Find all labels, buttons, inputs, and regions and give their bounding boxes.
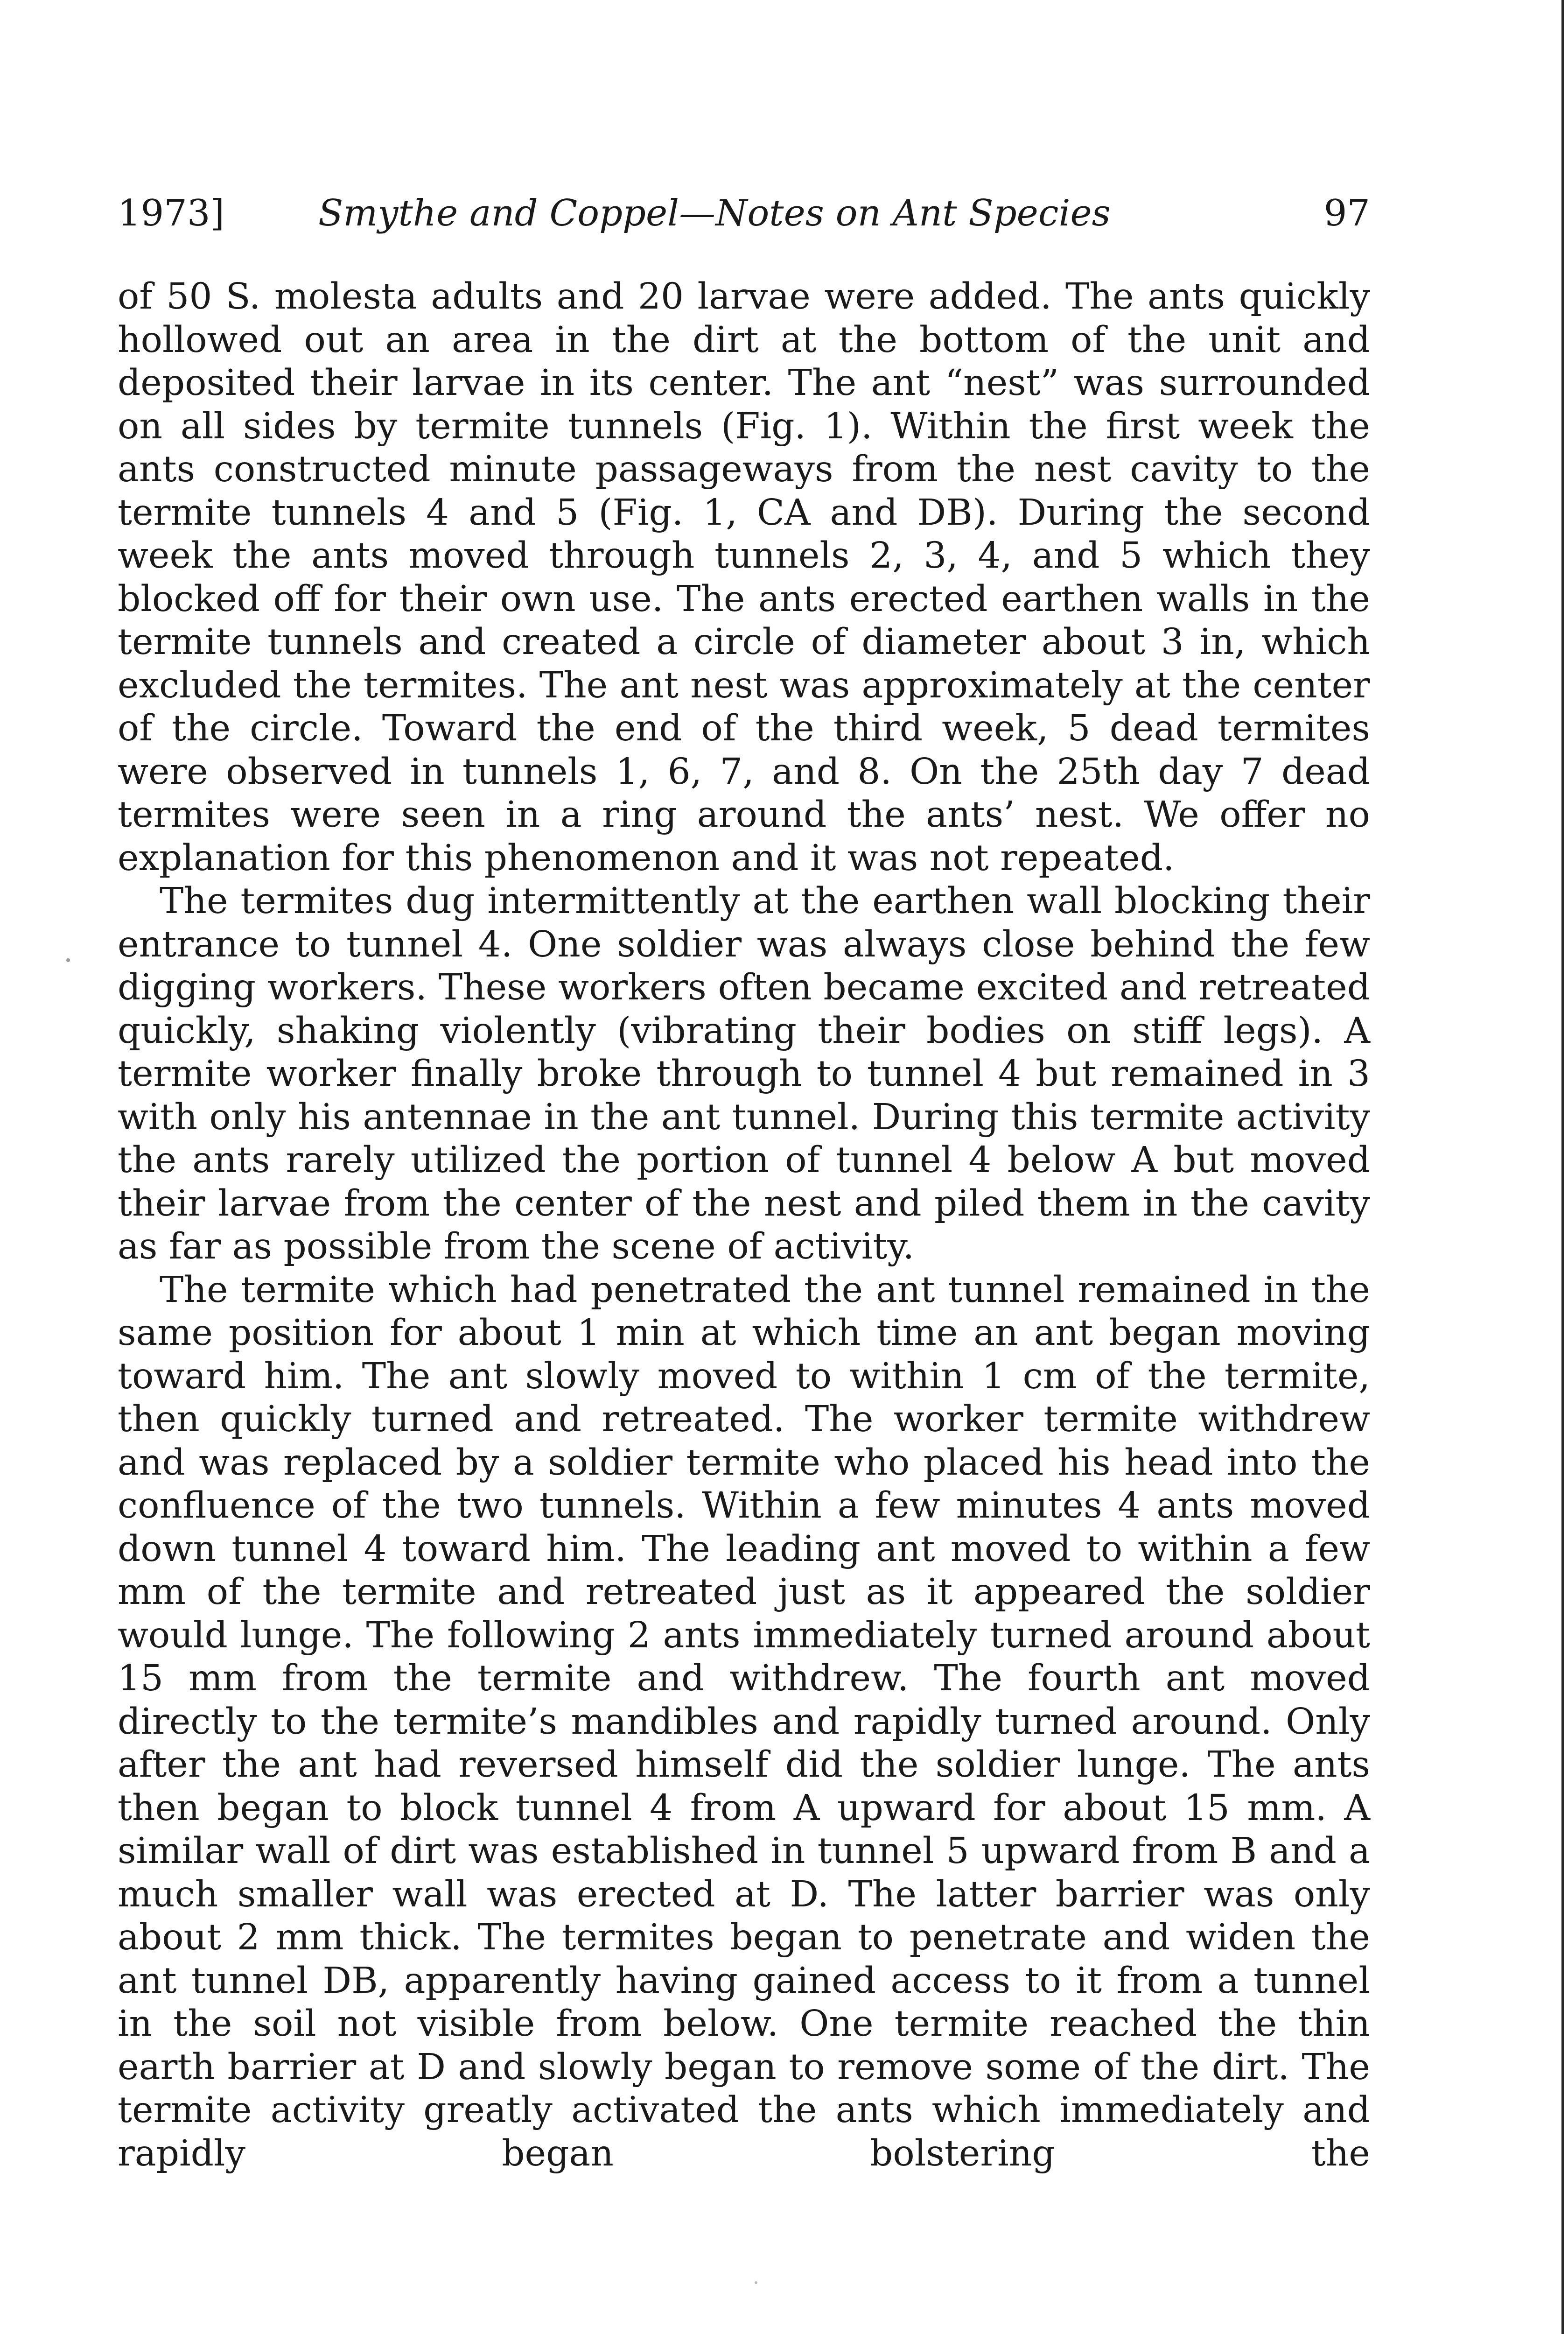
paragraph-3: The termite which had penetrated the ant tunnel remained in the same position for about 1 min at which time an ant began moving toward him. The ant slowly moved to within 1 cm of the termite, then quickly turned and retreated. The worker termite withdrew and was replaced by a soldier termite who placed his head into the confluence of the two tunnels. Within a few minutes 4 ants moved down tunnel 4 toward him. The leading ant moved to within a few mm of the termite and retreated just as it appeared the soldier would lunge. The following 2 ants immediately turned around about 15 mm from the termite and withdrew. The fourth ant moved directly to the termite’s mandibles and rapidly turned around. Only after the ant had reversed himself did the soldier lunge. The ants then began to block tunnel 4 from A upward for about 15 mm. A similar wall of dirt was established in tunnel 5 upward from B and a much smaller wall was erected at D. The latter barrier was only about 2 mm thick. The termites began to penetrate and widen the ant tunnel DB, apparently having gained access to it from a tunnel in the soil not visible from below. One termite reached the thin earth barrier at D and slowly began to remove some of the dirt. The termite activity greatly activated the ants which immediately and rapidly began bolstering the xyxy=(118,1269,1370,2174)
running-title: Smythe and Coppel—Notes on Ant Species xyxy=(318,192,1111,234)
page-number: 97 xyxy=(1323,192,1370,234)
volume-year: 1973] xyxy=(118,192,224,234)
paragraph-1: of 50 S. molesta adults and 20 larvae were added. The ants quickly hollowed out an area in the dirt at the bottom of the unit and deposited their larvae in its center. The ant “nest” was surrounded on all sides by termite tunnels (Fig. 1). Within the first week the ants constructed minute passageways from the nest cavity to the termite tunnels 4 and 5 (Fig. 1, CA and DB). During the second week the ants moved through tunnels 2, 3, 4, and 5 which they blocked off for their own use. The ants erected earthen walls in the termite tunnels and created a circle of diameter about 3 in, which excluded the termites. The ant nest was approximately at the center of the circle. Toward the end of the third week, 5 dead termites were observed in tunnels 1, 6, 7, and 8. On the 25th day 7 dead termites were seen in a ring around the ants’ nest. We offer no explanation for this phenomenon and it was not repeated. xyxy=(118,276,1370,879)
paragraph-2: The termites dug intermittently at the earthen wall blocking their entrance to tunnel 4. One soldier was always close behind the few digging workers. These workers often became excited and retreated quickly, shaking violently (vibrating their bodies on stiff legs). A termite worker finally broke through to tunnel 4 but remained in 3 with only his antennae in the ant tunnel. During this termite activity the ants rarely utilized the portion of tunnel 4 below A but moved their larvae from the center of the nest and piled them in the cavity as far as possible from the scene of activity. xyxy=(118,880,1370,1267)
